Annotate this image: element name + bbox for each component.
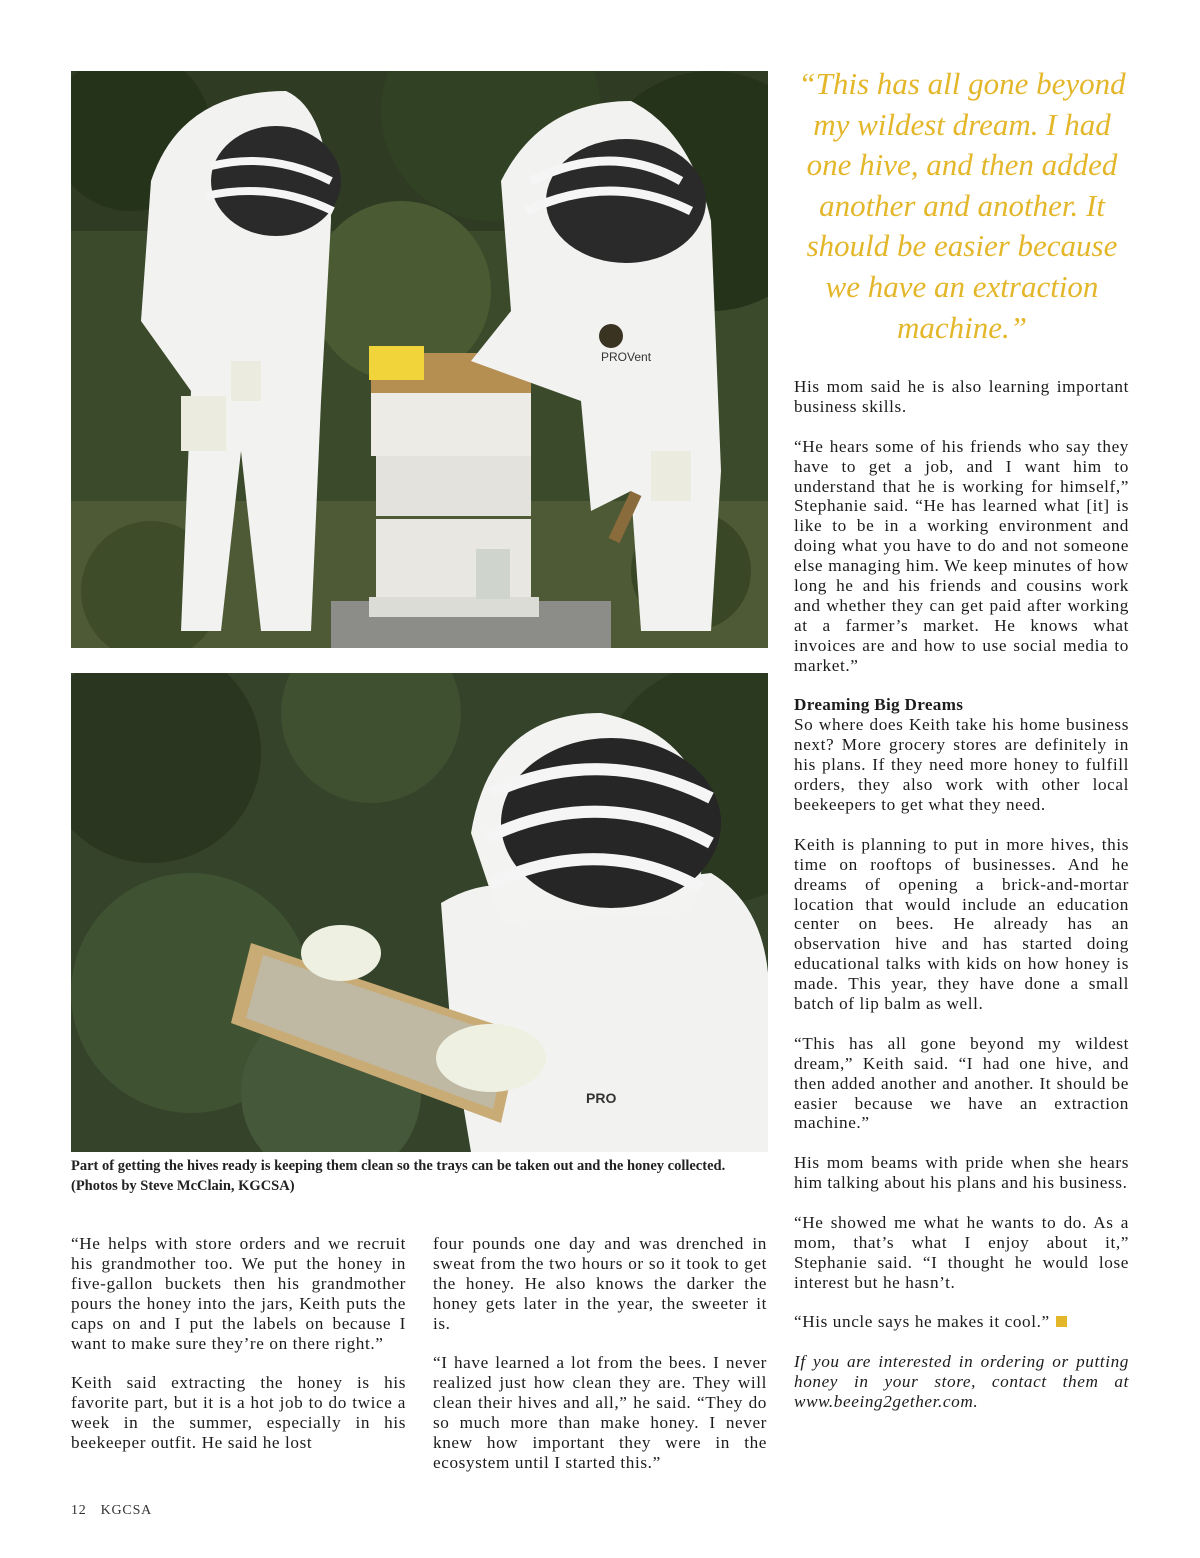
- publication-name: KGCSA: [100, 1503, 153, 1518]
- photo-beekeepers-illustration: [71, 71, 768, 648]
- paragraph: “He helps with store orders and we recruit his grandmother too. We put the honey in five-gallon buckets then his grandmother pours the honey into the jars, Keith puts the caps on and I put the labels on because I want to make sure they’re on there right.”: [71, 1234, 406, 1353]
- paragraph: His mom said he is also learning important business skills.: [794, 377, 1129, 416]
- paragraph: “This has all gone beyond my wildest dream,” Keith said. “I had one hive, and then added another and another. It should be easier because we have an extraction machine.”: [794, 1033, 1129, 1133]
- closing-text: “His uncle says he makes it cool.”: [794, 1312, 1050, 1332]
- article-column-middle: [433, 1234, 767, 1493]
- paragraph: Keith is planning to put in more hives, this time on rooftops of businesses. And he dreams of opening a brick-and-mortar location that would include an education center on bees. He already has an observation hive and has started doing educational talks with kids on how honey is made. This year, they have done a small batch of lip balm as well.: [794, 834, 1129, 1014]
- paragraph: “I have learned a lot from the bees. I never realized just how clean they are. They will clean their hives and all,” he said. “They do so much more than make honey. I never knew how important they were in the ecosystem until I started this.”: [433, 1353, 767, 1472]
- contact-note: If you are interested in ordering or putting honey in your store, contact them at www.beeing2gether.com.: [794, 1352, 1129, 1412]
- article-column-right: [794, 377, 1129, 1432]
- end-of-article-mark: [1056, 1316, 1067, 1327]
- paragraph: “He hears some of his friends who say they have to get a job, and I want him to understand that he is working for himself,” Stephanie said. “He has learned what [it] is like to be in a working environment and doing what you have to do and not someone else managing him. We keep minutes of how long he and his friends and cousins work and whether they can get paid after working at a farmer’s market. He knows what invoices are and how to use social media to market.”: [794, 436, 1129, 675]
- paragraph: four pounds one day and was drenched in sweat from the two hours or so it took to get the honey. He also knows the darker the honey gets later in the year, the sweeter it is.: [433, 1234, 767, 1333]
- photo-frame-illustration: [71, 673, 768, 1152]
- section-heading: Dreaming Big Dreams: [794, 695, 964, 715]
- article-column-left: [71, 1234, 406, 1473]
- bottom-suit-logo: PRO: [586, 1090, 617, 1106]
- page-footer: [71, 1503, 166, 1519]
- photo-beekeepers-at-hive: [71, 71, 768, 648]
- photo-beekeeper-holding-frame: [71, 673, 768, 1152]
- paragraph: His mom beams with pride when she hears him talking about his plans and his business.: [794, 1153, 1129, 1193]
- paragraph: “He showed me what he wants to do. As a mom, that’s what I enjoy about it,” Stephanie said. “I thought he would lose interest but he hasn’t.: [794, 1212, 1129, 1292]
- page-number: 12: [71, 1503, 87, 1518]
- paragraph: Keith said extracting the honey is his favorite part, but it is a hot job to do twice a week in the summer, especially in his beekeeper outfit. He said he lost: [71, 1373, 406, 1453]
- pull-quote: “This has all gone beyond my wildest dream. I had one hive, and then added another and another. It should be easier because we have an extraction machine.”: [798, 66, 1126, 345]
- top-suit-logo: PROVent: [601, 350, 652, 364]
- closing-paragraph: [794, 1312, 1129, 1332]
- photo-caption: Part of getting the hives ready is keeping them clean so the trays can be taken out and the honey collected. (Photos by Steve McClain, KGCSA): [71, 1158, 726, 1194]
- paragraph: So where does Keith take his home business next? More grocery stores are definitely in his plans. If they need more honey to fulfill orders, they also work with other local beekeepers to get what they need.: [794, 715, 1129, 814]
